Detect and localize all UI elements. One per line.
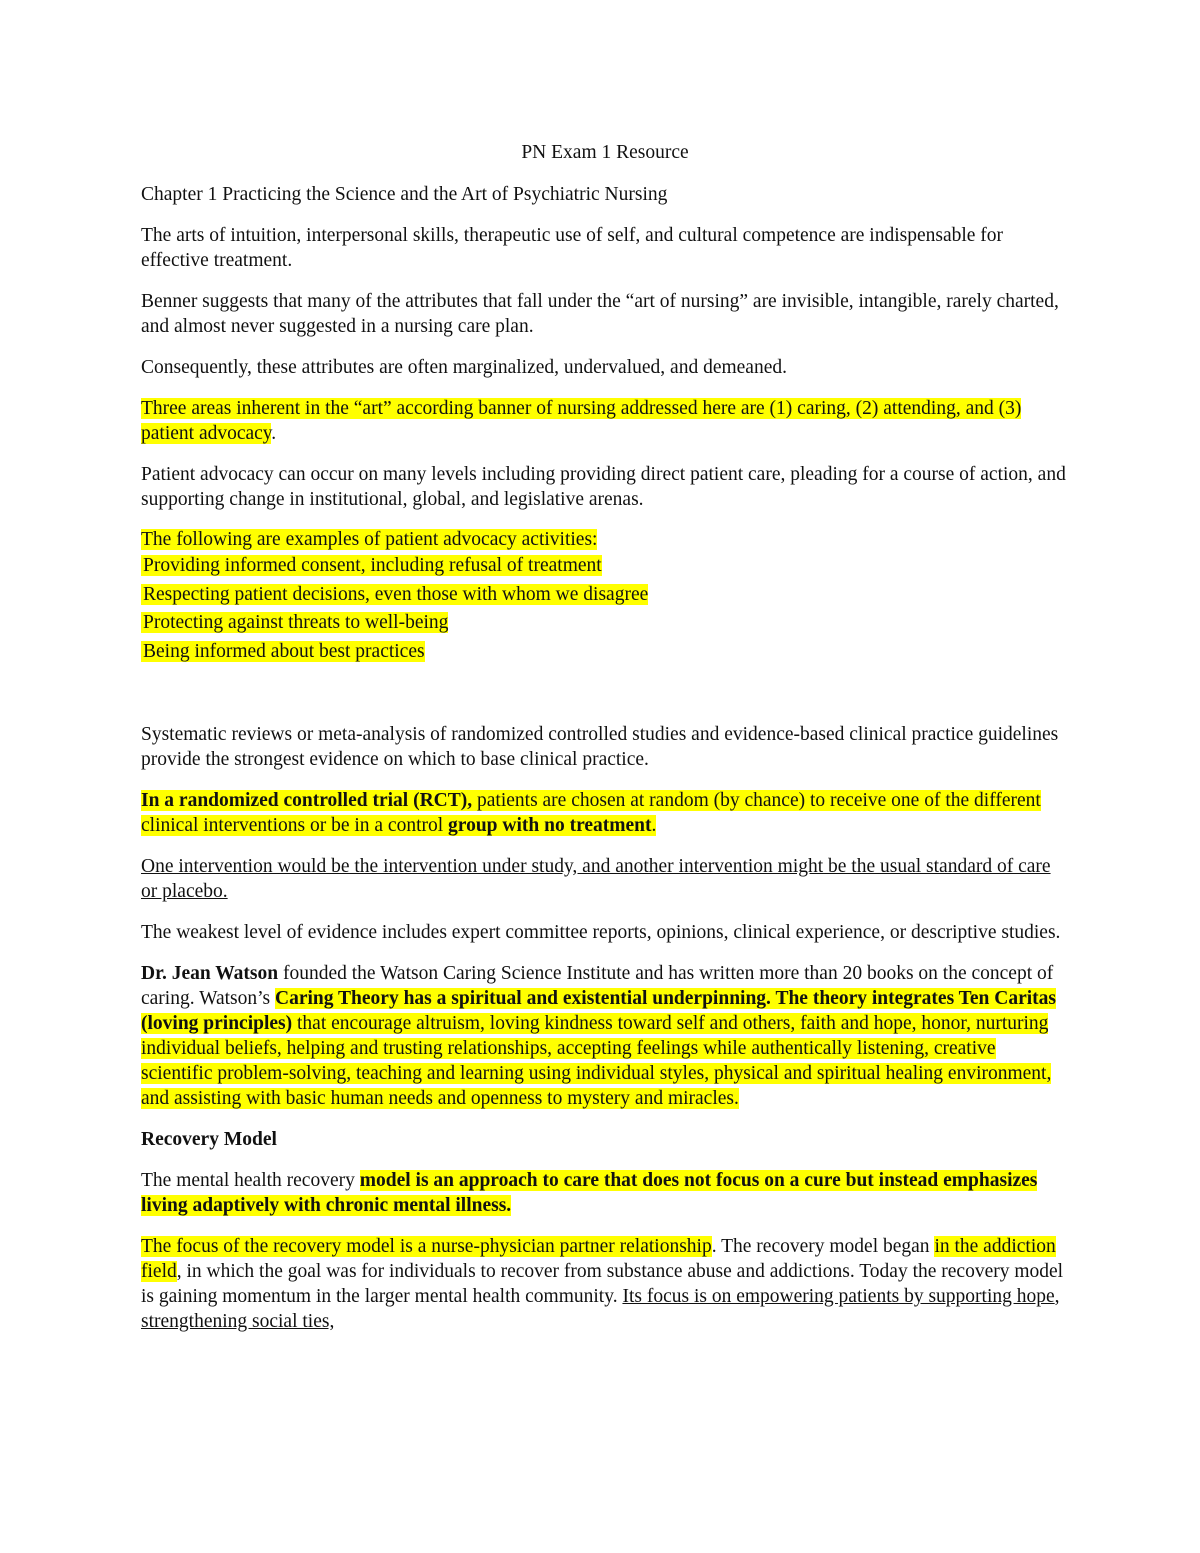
list-item-text: Respecting patient decisions, even those with whom we disagree — [143, 583, 649, 605]
list-item-text: Being informed about best practices — [143, 640, 425, 662]
watson-caring-theory: Caring Theory has a spiritual and existential underpinning. The theory integrates Ten Caritas (loving principles) — [141, 988, 1057, 1034]
list-item — [141, 581, 1069, 610]
paragraph-recovery-2 — [141, 1234, 1069, 1334]
list-heading — [141, 528, 1069, 552]
rct-bold-lead: In a randomized controlled trial (RCT), — [141, 790, 473, 811]
recovery2-addiction: in the addiction field — [141, 1236, 1056, 1282]
recovery2-plain2: , in which the goal was for individuals to recover from substance abuse and addictions. Today the recovery model is gaining momentum in the larger mental health community. — [141, 1261, 1064, 1307]
paragraph-advocacy: Patient advocacy can occur on many levels including providing direct patient care, pleading for a course of action, and supporting change in institutional, global, and legislative arenas. — [141, 464, 1066, 510]
blank-line — [141, 682, 1069, 722]
list-item — [141, 552, 1069, 581]
watson-plain: founded the Watson Caring Science Institute and has written more than 20 books on the concept of caring. Watson’s — [141, 963, 1054, 1009]
paragraph-benner: Benner suggests that many of the attributes that fall under the “art of nursing” are invisible, intangible, rarely charted, and almost never suggested in a nursing care plan. — [141, 291, 1059, 337]
list-item — [141, 638, 1069, 667]
watson-name: Dr. Jean Watson — [141, 963, 279, 984]
recovery2-plain1: . The recovery model began — [711, 1236, 935, 1257]
advocacy-activities-list — [141, 528, 1069, 666]
recovery1-bold: model is an approach to care that does not focus on a cure but instead emphasizes living adaptively with chronic mental illness. — [141, 1170, 1038, 1216]
rct-bold-end: group with no treatment — [448, 815, 652, 836]
document-title: PN Exam 1 Resource — [521, 142, 689, 163]
highlight-three-areas: Three areas inherent in the “art” according banner of nursing addressed here are (1) caring, (2) attending, and (3) patient advocacy — [141, 398, 1022, 444]
rct-end: . — [651, 815, 657, 836]
recovery-model-heading: Recovery Model — [141, 1129, 277, 1150]
rct-middle: patients are chosen at random (by chance) to receive one of the different clinical interventions or be in a control — [141, 790, 1041, 836]
list-item — [141, 609, 1069, 638]
paragraph-systematic: Systematic reviews or meta-analysis of randomized controlled studies and evidence-based clinical practice guidelines provide the strongest evidence on which to base clinical practice. — [141, 724, 1059, 770]
document-body — [141, 140, 1069, 1350]
watson-caritas-list: that encourage altruism, loving kindness toward self and others, faith and hope, honor, nurturing individual beliefs, helping and trusting relationships, accepting feelings while authentically listening, creative scientific problem-solving, teaching and learning using individual styles, physical and spiritual healing environment, and assisting with basic human needs and openness to mystery and miracles. — [141, 1013, 1052, 1109]
three-areas-period: . — [271, 423, 277, 444]
recovery2-social-ties: strengthening social ties, — [141, 1311, 335, 1332]
paragraph-three-areas — [141, 396, 1069, 446]
list-item-text: Providing informed consent, including refusal of treatment — [143, 555, 602, 576]
paragraph-weakest: The weakest level of evidence includes expert committee reports, opinions, clinical experience, or descriptive studies. — [141, 922, 1061, 943]
list-heading-text: The following are examples of patient advocacy activities: — [141, 529, 598, 550]
recovery2-empowering: Its focus is on empowering patients by supporting hope — [622, 1286, 1055, 1307]
paragraph-arts: The arts of intuition, interpersonal skills, therapeutic use of self, and cultural competence are indispensable for effective treatment. — [141, 225, 1004, 271]
recovery2-comma: , — [1054, 1286, 1060, 1307]
paragraph-rct — [141, 788, 1069, 838]
recovery1-plain: The mental health recovery — [141, 1170, 360, 1191]
paragraph-recovery-1 — [141, 1168, 1069, 1218]
paragraph-intervention: One intervention would be the intervention under study, and another intervention might be the usual standard of care or placebo. — [141, 856, 1051, 902]
paragraph-watson — [141, 961, 1069, 1111]
recovery2-focus: The focus of the recovery model is a nurse-physician partner relationship — [141, 1236, 712, 1257]
chapter-heading: Chapter 1 Practicing the Science and the Art of Psychiatric Nursing — [141, 184, 668, 205]
list-item-text: Protecting against threats to well-being — [143, 612, 449, 633]
paragraph-consequently: Consequently, these attributes are often marginalized, undervalued, and demeaned. — [141, 357, 787, 378]
